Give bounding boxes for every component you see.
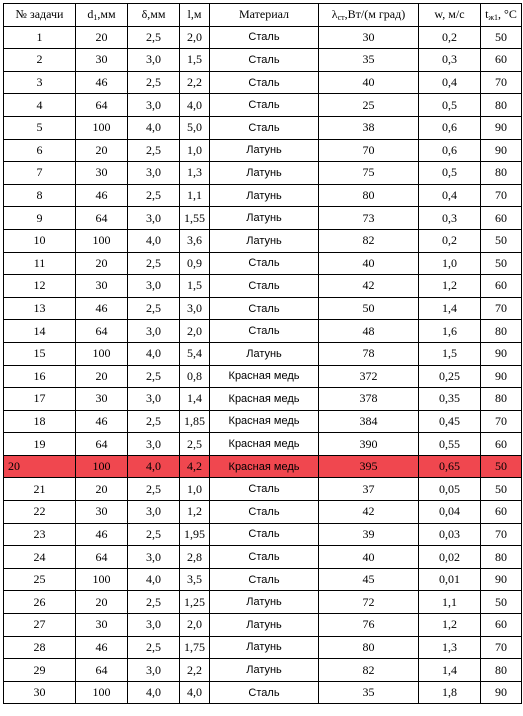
cell-diameter: 64: [76, 659, 128, 682]
header-velocity: w, м/с: [419, 4, 481, 27]
cell-wall-thickness: 4,0: [128, 568, 180, 591]
cell-material: Латунь: [210, 636, 319, 659]
cell-conductivity: 39: [319, 523, 419, 546]
cell-wall-thickness: 2,5: [128, 365, 180, 388]
cell-velocity: 0,03: [419, 523, 481, 546]
cell-temperature: 70: [481, 636, 522, 659]
cell-velocity: 1,4: [419, 659, 481, 682]
cell-task-no: 12: [4, 275, 76, 298]
cell-conductivity: 372: [319, 365, 419, 388]
cell-material: Латунь: [210, 342, 319, 365]
cell-velocity: 0,6: [419, 116, 481, 139]
cell-task-no: 2: [4, 49, 76, 72]
cell-velocity: 1,2: [419, 275, 481, 298]
header-material: Материал: [210, 4, 319, 27]
cell-diameter: 100: [76, 342, 128, 365]
cell-task-no: 7: [4, 162, 76, 185]
cell-wall-thickness: 3,0: [128, 275, 180, 298]
cell-wall-thickness: 2,5: [128, 410, 180, 433]
table-row: [4, 71, 522, 94]
cell-task-no: 10: [4, 229, 76, 252]
cell-wall-thickness: 2,5: [128, 297, 180, 320]
cell-wall-thickness: 2,5: [128, 523, 180, 546]
cell-diameter: 46: [76, 297, 128, 320]
cell-conductivity: 82: [319, 229, 419, 252]
cell-velocity: 0,04: [419, 501, 481, 524]
cell-temperature: 70: [481, 71, 522, 94]
header-row: [4, 4, 522, 27]
table-row: [4, 342, 522, 365]
cell-wall-thickness: 4,0: [128, 342, 180, 365]
cell-conductivity: 42: [319, 501, 419, 524]
cell-length: 1,0: [180, 478, 210, 501]
cell-length: 2,2: [180, 659, 210, 682]
table-row: [4, 116, 522, 139]
cell-length: 1,3: [180, 162, 210, 185]
cell-wall-thickness: 2,5: [128, 184, 180, 207]
cell-task-no: 16: [4, 365, 76, 388]
cell-material: Сталь: [210, 26, 319, 49]
cell-conductivity: 75: [319, 162, 419, 185]
cell-length: 0,9: [180, 252, 210, 275]
cell-diameter: 30: [76, 501, 128, 524]
table-row: [4, 365, 522, 388]
cell-diameter: 64: [76, 207, 128, 230]
cell-velocity: 0,2: [419, 26, 481, 49]
cell-diameter: 100: [76, 681, 128, 704]
cell-task-no: 25: [4, 568, 76, 591]
cell-material: Латунь: [210, 591, 319, 614]
cell-conductivity: 30: [319, 26, 419, 49]
cell-diameter: 46: [76, 71, 128, 94]
table-row: [4, 229, 522, 252]
cell-length: 1,5: [180, 275, 210, 298]
cell-length: 4,2: [180, 455, 210, 478]
cell-task-no: 3: [4, 71, 76, 94]
cell-diameter: 64: [76, 546, 128, 569]
cell-temperature: 90: [481, 681, 522, 704]
table-row: [4, 94, 522, 117]
cell-conductivity: 25: [319, 94, 419, 117]
cell-diameter: 100: [76, 455, 128, 478]
cell-material: Латунь: [210, 229, 319, 252]
cell-material: Латунь: [210, 184, 319, 207]
cell-task-no: 11: [4, 252, 76, 275]
cell-temperature: 70: [481, 297, 522, 320]
cell-wall-thickness: 4,0: [128, 455, 180, 478]
cell-velocity: 0,3: [419, 49, 481, 72]
cell-task-no: 30: [4, 681, 76, 704]
cell-temperature: 60: [481, 433, 522, 456]
cell-material: Сталь: [210, 94, 319, 117]
table-row: [4, 523, 522, 546]
cell-velocity: 0,3: [419, 207, 481, 230]
cell-length: 2,0: [180, 614, 210, 637]
cell-length: 5,0: [180, 116, 210, 139]
cell-material: Сталь: [210, 71, 319, 94]
cell-task-no: 4: [4, 94, 76, 117]
table-row: [4, 26, 522, 49]
cell-material: Сталь: [210, 275, 319, 298]
cell-velocity: 0,65: [419, 455, 481, 478]
cell-wall-thickness: 3,0: [128, 320, 180, 343]
cell-task-no: 29: [4, 659, 76, 682]
cell-conductivity: 38: [319, 116, 419, 139]
cell-diameter: 64: [76, 433, 128, 456]
cell-task-no: 23: [4, 523, 76, 546]
table-row: [4, 478, 522, 501]
cell-material: Красная медь: [210, 365, 319, 388]
cell-material: Латунь: [210, 139, 319, 162]
cell-diameter: 20: [76, 365, 128, 388]
cell-task-no: 8: [4, 184, 76, 207]
cell-task-no: 17: [4, 388, 76, 411]
cell-conductivity: 48: [319, 320, 419, 343]
cell-length: 3,6: [180, 229, 210, 252]
cell-temperature: 50: [481, 591, 522, 614]
cell-length: 1,5: [180, 49, 210, 72]
cell-temperature: 80: [481, 320, 522, 343]
cell-temperature: 60: [481, 49, 522, 72]
cell-temperature: 80: [481, 94, 522, 117]
cell-conductivity: 384: [319, 410, 419, 433]
cell-velocity: 0,2: [419, 229, 481, 252]
cell-conductivity: 390: [319, 433, 419, 456]
cell-material: Красная медь: [210, 388, 319, 411]
cell-length: 1,95: [180, 523, 210, 546]
cell-task-no: 19: [4, 433, 76, 456]
cell-task-no: 24: [4, 546, 76, 569]
header-diameter: $d_1,мм$: [76, 4, 128, 27]
table-row: [4, 410, 522, 433]
table-row: [4, 501, 522, 524]
cell-material: Красная медь: [210, 410, 319, 433]
cell-length: 2,5: [180, 433, 210, 456]
header-conductivity: $\lambda_{ст},Вт/(м$ град): [319, 4, 419, 27]
cell-task-no: 22: [4, 501, 76, 524]
cell-wall-thickness: 2,5: [128, 591, 180, 614]
cell-length: 3,5: [180, 568, 210, 591]
cell-task-no: 28: [4, 636, 76, 659]
cell-wall-thickness: 2,5: [128, 139, 180, 162]
cell-conductivity: 45: [319, 568, 419, 591]
cell-wall-thickness: 2,5: [128, 26, 180, 49]
cell-wall-thickness: 4,0: [128, 116, 180, 139]
cell-temperature: 50: [481, 478, 522, 501]
cell-material: Латунь: [210, 207, 319, 230]
cell-length: 1,85: [180, 410, 210, 433]
cell-material: Сталь: [210, 252, 319, 275]
cell-wall-thickness: 2,5: [128, 636, 180, 659]
header-wall-thickness: δ,мм: [128, 4, 180, 27]
cell-temperature: 80: [481, 659, 522, 682]
cell-velocity: 1,0: [419, 252, 481, 275]
cell-conductivity: 40: [319, 546, 419, 569]
cell-diameter: 64: [76, 320, 128, 343]
table-row: [4, 162, 522, 185]
cell-conductivity: 73: [319, 207, 419, 230]
cell-conductivity: 40: [319, 252, 419, 275]
cell-wall-thickness: 3,0: [128, 546, 180, 569]
cell-velocity: 0,5: [419, 94, 481, 117]
table-row: [4, 433, 522, 456]
table-row: [4, 568, 522, 591]
cell-material: Красная медь: [210, 455, 319, 478]
cell-wall-thickness: 3,0: [128, 207, 180, 230]
cell-material: Сталь: [210, 49, 319, 72]
cell-diameter: 64: [76, 94, 128, 117]
table-row: [4, 636, 522, 659]
cell-material: Сталь: [210, 478, 319, 501]
cell-task-no: 20: [4, 455, 76, 478]
cell-wall-thickness: 3,0: [128, 614, 180, 637]
cell-wall-thickness: 2,5: [128, 478, 180, 501]
table-row: [4, 320, 522, 343]
table-row: [4, 659, 522, 682]
cell-length: 1,75: [180, 636, 210, 659]
cell-velocity: 1,1: [419, 591, 481, 614]
table-row: [4, 681, 522, 704]
cell-velocity: 0,6: [419, 139, 481, 162]
cell-diameter: 46: [76, 184, 128, 207]
cell-velocity: 0,25: [419, 365, 481, 388]
cell-temperature: 50: [481, 252, 522, 275]
cell-diameter: 20: [76, 252, 128, 275]
cell-material: Латунь: [210, 659, 319, 682]
cell-material: Сталь: [210, 320, 319, 343]
cell-velocity: 1,8: [419, 681, 481, 704]
cell-conductivity: 40: [319, 71, 419, 94]
cell-diameter: 30: [76, 275, 128, 298]
cell-material: Сталь: [210, 546, 319, 569]
cell-velocity: 0,45: [419, 410, 481, 433]
cell-temperature: 60: [481, 275, 522, 298]
cell-temperature: 70: [481, 184, 522, 207]
cell-material: Сталь: [210, 116, 319, 139]
cell-length: 2,2: [180, 71, 210, 94]
cell-temperature: 80: [481, 162, 522, 185]
cell-temperature: 80: [481, 388, 522, 411]
cell-temperature: 90: [481, 116, 522, 139]
cell-length: 1,2: [180, 501, 210, 524]
cell-diameter: 20: [76, 26, 128, 49]
cell-velocity: 1,5: [419, 342, 481, 365]
cell-velocity: 0,5: [419, 162, 481, 185]
cell-length: 2,8: [180, 546, 210, 569]
cell-length: 1,25: [180, 591, 210, 614]
cell-material: Красная медь: [210, 433, 319, 456]
cell-temperature: 60: [481, 614, 522, 637]
cell-task-no: 21: [4, 478, 76, 501]
cell-velocity: 0,35: [419, 388, 481, 411]
table-row: [4, 546, 522, 569]
cell-material: Латунь: [210, 614, 319, 637]
cell-length: 2,0: [180, 26, 210, 49]
cell-length: 1,0: [180, 139, 210, 162]
cell-task-no: 6: [4, 139, 76, 162]
cell-diameter: 100: [76, 116, 128, 139]
table-row: [4, 49, 522, 72]
header-task-no: № задачи: [4, 4, 76, 27]
cell-material: Латунь: [210, 162, 319, 185]
cell-velocity: 0,02: [419, 546, 481, 569]
cell-temperature: 70: [481, 523, 522, 546]
cell-task-no: 15: [4, 342, 76, 365]
cell-task-no: 1: [4, 26, 76, 49]
table-row: [4, 614, 522, 637]
table-row: [4, 297, 522, 320]
cell-conductivity: 82: [319, 659, 419, 682]
cell-length: 5,4: [180, 342, 210, 365]
table-row: [4, 275, 522, 298]
cell-length: 2,0: [180, 320, 210, 343]
table-row: [4, 139, 522, 162]
cell-temperature: 80: [481, 546, 522, 569]
cell-velocity: 1,3: [419, 636, 481, 659]
cell-conductivity: 35: [319, 49, 419, 72]
cell-velocity: 0,55: [419, 433, 481, 456]
cell-task-no: 9: [4, 207, 76, 230]
cell-diameter: 46: [76, 523, 128, 546]
cell-length: 1,4: [180, 388, 210, 411]
cell-conductivity: 80: [319, 636, 419, 659]
cell-temperature: 90: [481, 568, 522, 591]
cell-wall-thickness: 3,0: [128, 388, 180, 411]
cell-wall-thickness: 4,0: [128, 229, 180, 252]
table-row: [4, 388, 522, 411]
cell-temperature: 60: [481, 501, 522, 524]
cell-diameter: 20: [76, 139, 128, 162]
cell-velocity: 1,6: [419, 320, 481, 343]
cell-conductivity: 42: [319, 275, 419, 298]
cell-conductivity: 35: [319, 681, 419, 704]
cell-conductivity: 78: [319, 342, 419, 365]
cell-diameter: 30: [76, 388, 128, 411]
cell-diameter: 20: [76, 478, 128, 501]
cell-velocity: 0,05: [419, 478, 481, 501]
cell-wall-thickness: 3,0: [128, 94, 180, 117]
cell-task-no: 26: [4, 591, 76, 614]
cell-temperature: 60: [481, 207, 522, 230]
cell-temperature: 50: [481, 26, 522, 49]
cell-wall-thickness: 3,0: [128, 433, 180, 456]
cell-temperature: 90: [481, 342, 522, 365]
cell-wall-thickness: 2,5: [128, 252, 180, 275]
cell-length: 0,8: [180, 365, 210, 388]
cell-velocity: 0,4: [419, 71, 481, 94]
table-row: [4, 455, 522, 478]
cell-diameter: 30: [76, 162, 128, 185]
cell-conductivity: 76: [319, 614, 419, 637]
cell-diameter: 46: [76, 636, 128, 659]
cell-temperature: 90: [481, 139, 522, 162]
cell-material: Сталь: [210, 501, 319, 524]
cell-diameter: 30: [76, 614, 128, 637]
cell-velocity: 0,01: [419, 568, 481, 591]
header-temperature: $t_{ж1}$, °С: [481, 4, 522, 27]
cell-material: Сталь: [210, 681, 319, 704]
cell-material: Сталь: [210, 297, 319, 320]
header-length: l,м: [180, 4, 210, 27]
cell-wall-thickness: 3,0: [128, 162, 180, 185]
cell-wall-thickness: 3,0: [128, 49, 180, 72]
cell-material: Сталь: [210, 568, 319, 591]
task-data-table: [3, 3, 522, 704]
cell-temperature: 90: [481, 365, 522, 388]
cell-length: 4,0: [180, 94, 210, 117]
table-row: [4, 184, 522, 207]
table-row: [4, 207, 522, 230]
cell-diameter: 100: [76, 229, 128, 252]
cell-wall-thickness: 2,5: [128, 71, 180, 94]
cell-diameter: 100: [76, 568, 128, 591]
cell-velocity: 0,4: [419, 184, 481, 207]
cell-conductivity: 395: [319, 455, 419, 478]
cell-temperature: 70: [481, 410, 522, 433]
cell-wall-thickness: 3,0: [128, 659, 180, 682]
cell-temperature: 50: [481, 455, 522, 478]
cell-length: 3,0: [180, 297, 210, 320]
cell-conductivity: 70: [319, 139, 419, 162]
cell-task-no: 14: [4, 320, 76, 343]
cell-diameter: 20: [76, 591, 128, 614]
cell-temperature: 50: [481, 229, 522, 252]
cell-material: Сталь: [210, 523, 319, 546]
cell-wall-thickness: 3,0: [128, 501, 180, 524]
cell-diameter: 46: [76, 410, 128, 433]
table-row: [4, 252, 522, 275]
cell-conductivity: 80: [319, 184, 419, 207]
table-row: [4, 591, 522, 614]
cell-velocity: 1,4: [419, 297, 481, 320]
cell-length: 1,55: [180, 207, 210, 230]
cell-task-no: 5: [4, 116, 76, 139]
cell-length: 4,0: [180, 681, 210, 704]
cell-task-no: 13: [4, 297, 76, 320]
cell-task-no: 27: [4, 614, 76, 637]
cell-conductivity: 50: [319, 297, 419, 320]
cell-conductivity: 378: [319, 388, 419, 411]
cell-velocity: 1,2: [419, 614, 481, 637]
cell-length: 1,1: [180, 184, 210, 207]
cell-task-no: 18: [4, 410, 76, 433]
cell-wall-thickness: 4,0: [128, 681, 180, 704]
cell-diameter: 30: [76, 49, 128, 72]
cell-conductivity: 37: [319, 478, 419, 501]
cell-conductivity: 72: [319, 591, 419, 614]
